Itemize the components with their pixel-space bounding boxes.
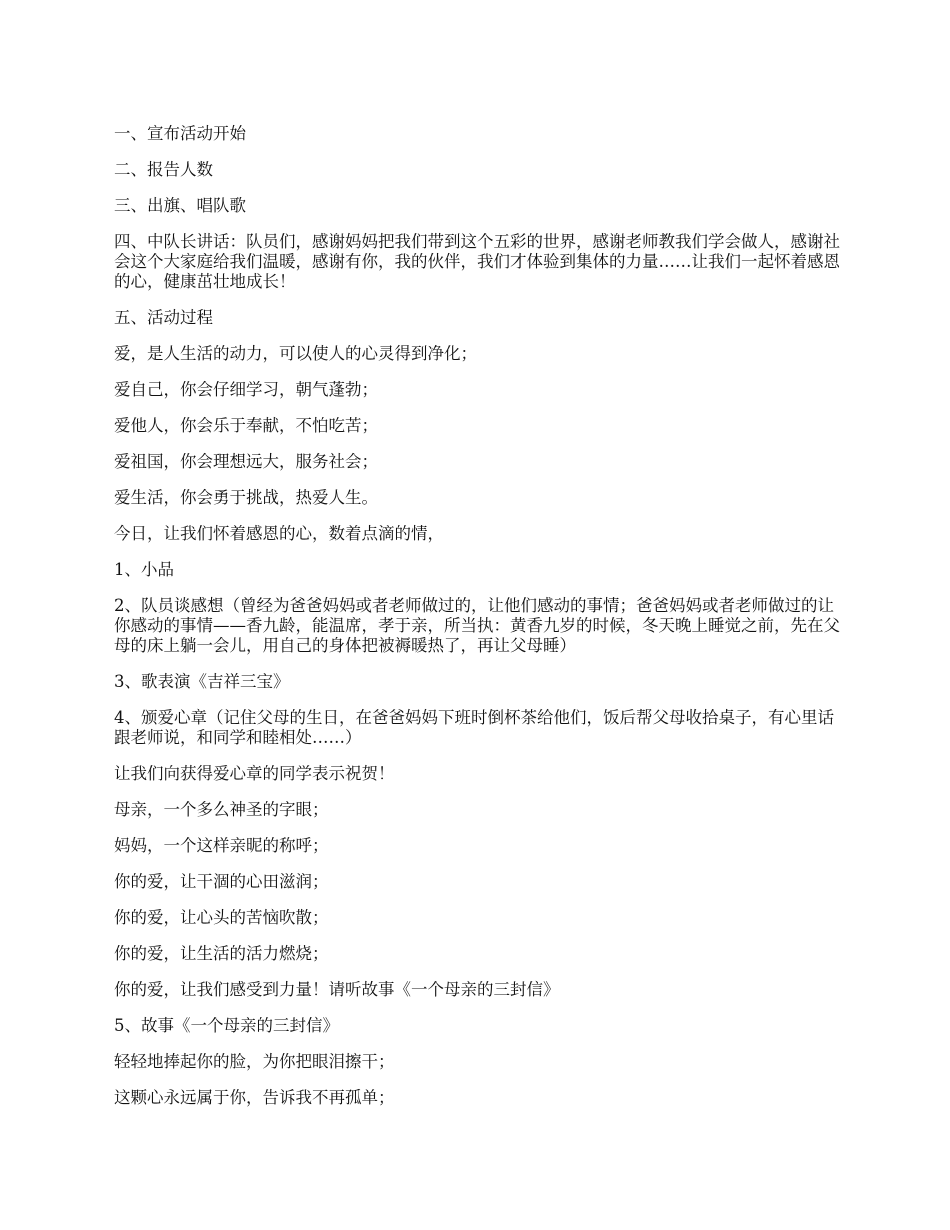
paragraph: 妈妈，一个这样亲昵的称呼；	[114, 836, 329, 855]
paragraph: 你的爱，让我们感受到力量！请听故事《一个母亲的三封信》	[114, 980, 560, 999]
paragraph: 三、出旗、唱队歌	[114, 196, 246, 215]
paragraph: 3、歌表演《吉祥三宝》	[114, 672, 290, 691]
paragraph: 这颗心永远属于你，告诉我不再孤单；	[114, 1088, 395, 1107]
paragraph: 爱祖国，你会理想远大，服务社会；	[114, 452, 378, 471]
paragraph: 爱生活，你会勇于挑战，热爱人生。	[114, 488, 378, 507]
paragraph: 1、小品	[114, 560, 174, 579]
paragraph: 你的爱，让干涸的心田滋润；	[114, 872, 329, 891]
paragraph: 爱，是人生活的动力，可以使人的心灵得到净化；	[114, 344, 477, 363]
paragraph: 四、中队长讲话：队员们，感谢妈妈把我们带到这个五彩的世界，感谢老师教我们学会做人，感谢社会这个大家庭给我们温暖，感谢有你，我的伙伴，我们才体验到集体的力量……让我们一起怀着感恩的心，健康茁壮地成长！	[114, 232, 840, 291]
paragraph: 你的爱，让心头的苦恼吹散；	[114, 908, 329, 927]
paragraph: 2、队员谈感想（曾经为爸爸妈妈或者老师做过的，让他们感动的事情；爸爸妈妈或者老师做过的让你感动的事情——香九龄，能温席，孝于亲，所当执：黄香九岁的时候，冬天晚上睡觉之前，先在父母的床上躺一会儿，用自己的身体把被褥暖热了，再让父母睡）	[114, 596, 840, 655]
paragraph: 母亲，一个多么神圣的字眼；	[114, 800, 329, 819]
paragraph: 爱他人，你会乐于奉献，不怕吃苦；	[114, 416, 378, 435]
paragraph: 5、故事《一个母亲的三封信》	[114, 1016, 339, 1035]
paragraph: 二、报告人数	[114, 160, 213, 179]
paragraph: 4、颁爱心章（记住父母的生日，在爸爸妈妈下班时倒杯茶给他们，饭后帮父母收拾桌子，有心里话跟老师说，和同学和睦相处……）	[114, 708, 834, 747]
document-body	[114, 124, 842, 1124]
paragraph: 轻轻地捧起你的脸，为你把眼泪擦干；	[114, 1052, 395, 1071]
paragraph: 一、宣布活动开始	[114, 124, 246, 143]
paragraph: 爱自己，你会仔细学习，朝气蓬勃；	[114, 380, 378, 399]
paragraph: 你的爱，让生活的活力燃烧；	[114, 944, 329, 963]
paragraph: 让我们向获得爱心章的同学表示祝贺！	[114, 764, 395, 783]
paragraph: 今日，让我们怀着感恩的心，数着点滴的情，	[114, 524, 444, 543]
paragraph: 五、活动过程	[114, 308, 213, 327]
